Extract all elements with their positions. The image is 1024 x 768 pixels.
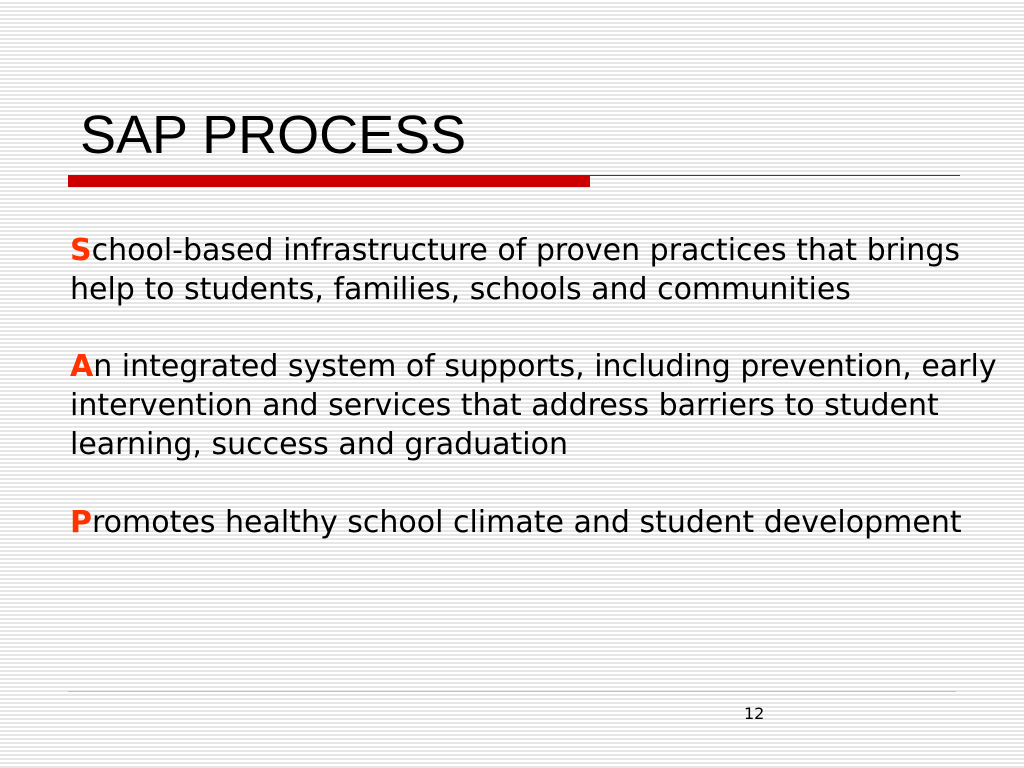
title-underline-rule <box>590 175 960 176</box>
slide-body <box>70 232 1000 581</box>
footer-rule <box>68 691 956 692</box>
acronym-letter-s: S <box>70 233 92 268</box>
paragraph-text: romotes healthy school climate and student development <box>92 504 962 540</box>
title-underline-bar <box>68 175 590 187</box>
paragraph-text: chool-based infrastructure of proven practices that brings help to students, families, schools and communities <box>70 233 960 307</box>
acronym-letter-a: A <box>70 349 94 385</box>
paragraph-text: n integrated system of supports, including prevention, early intervention and services that address barriers to student learning, success and graduation <box>70 349 997 462</box>
paragraph-an <box>70 348 1000 464</box>
paragraph-promotes <box>70 504 1000 543</box>
slide-title: SAP PROCESS <box>80 105 467 165</box>
paragraph-school <box>70 232 1000 310</box>
page-number: 12 <box>744 704 765 723</box>
acronym-letter-p: P <box>70 504 92 540</box>
